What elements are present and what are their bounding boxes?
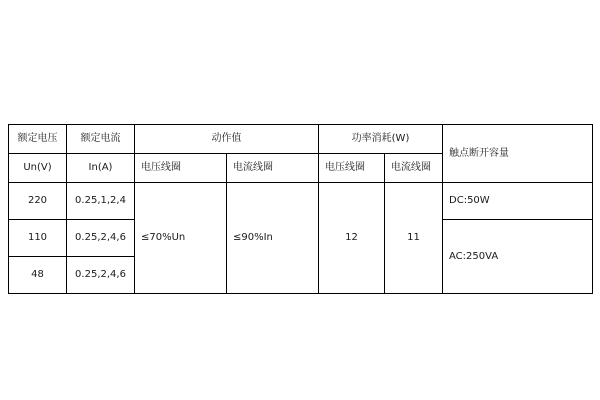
cell-in: 0.25,2,4,6 xyxy=(67,257,135,294)
cell-un: 110 xyxy=(9,220,67,257)
header-rated-voltage: 额定电压 xyxy=(9,125,67,154)
specification-table xyxy=(8,124,593,294)
cell-un: 48 xyxy=(9,257,67,294)
header-action-value: 动作值 xyxy=(135,125,319,154)
cell-power-voltage: 12 xyxy=(319,183,385,294)
cell-action-current: ≤90%In xyxy=(227,183,319,294)
cell-un: 220 xyxy=(9,183,67,220)
cell-in: 0.25,1,2,4 xyxy=(67,183,135,220)
subheader-voltage-coil-action: 电压线圈 xyxy=(135,154,227,183)
cell-capacity-dc: DC:50W xyxy=(443,183,593,220)
cell-action-voltage: ≤70%Un xyxy=(135,183,227,294)
table-row xyxy=(9,183,593,220)
header-contact-capacity: 触点断开容量 xyxy=(443,125,593,183)
subheader-in: In(A) xyxy=(67,154,135,183)
table-header-row xyxy=(9,125,593,154)
cell-power-current: 11 xyxy=(385,183,443,294)
subheader-current-coil-action: 电流线圈 xyxy=(227,154,319,183)
subheader-voltage-coil-power: 电压线圈 xyxy=(319,154,385,183)
subheader-un: Un(V) xyxy=(9,154,67,183)
cell-capacity-ac: AC:250VA xyxy=(443,220,593,294)
subheader-current-coil-power: 电流线圈 xyxy=(385,154,443,183)
cell-in: 0.25,2,4,6 xyxy=(67,220,135,257)
header-power-consumption: 功率消耗(W) xyxy=(319,125,443,154)
header-rated-current: 额定电流 xyxy=(67,125,135,154)
